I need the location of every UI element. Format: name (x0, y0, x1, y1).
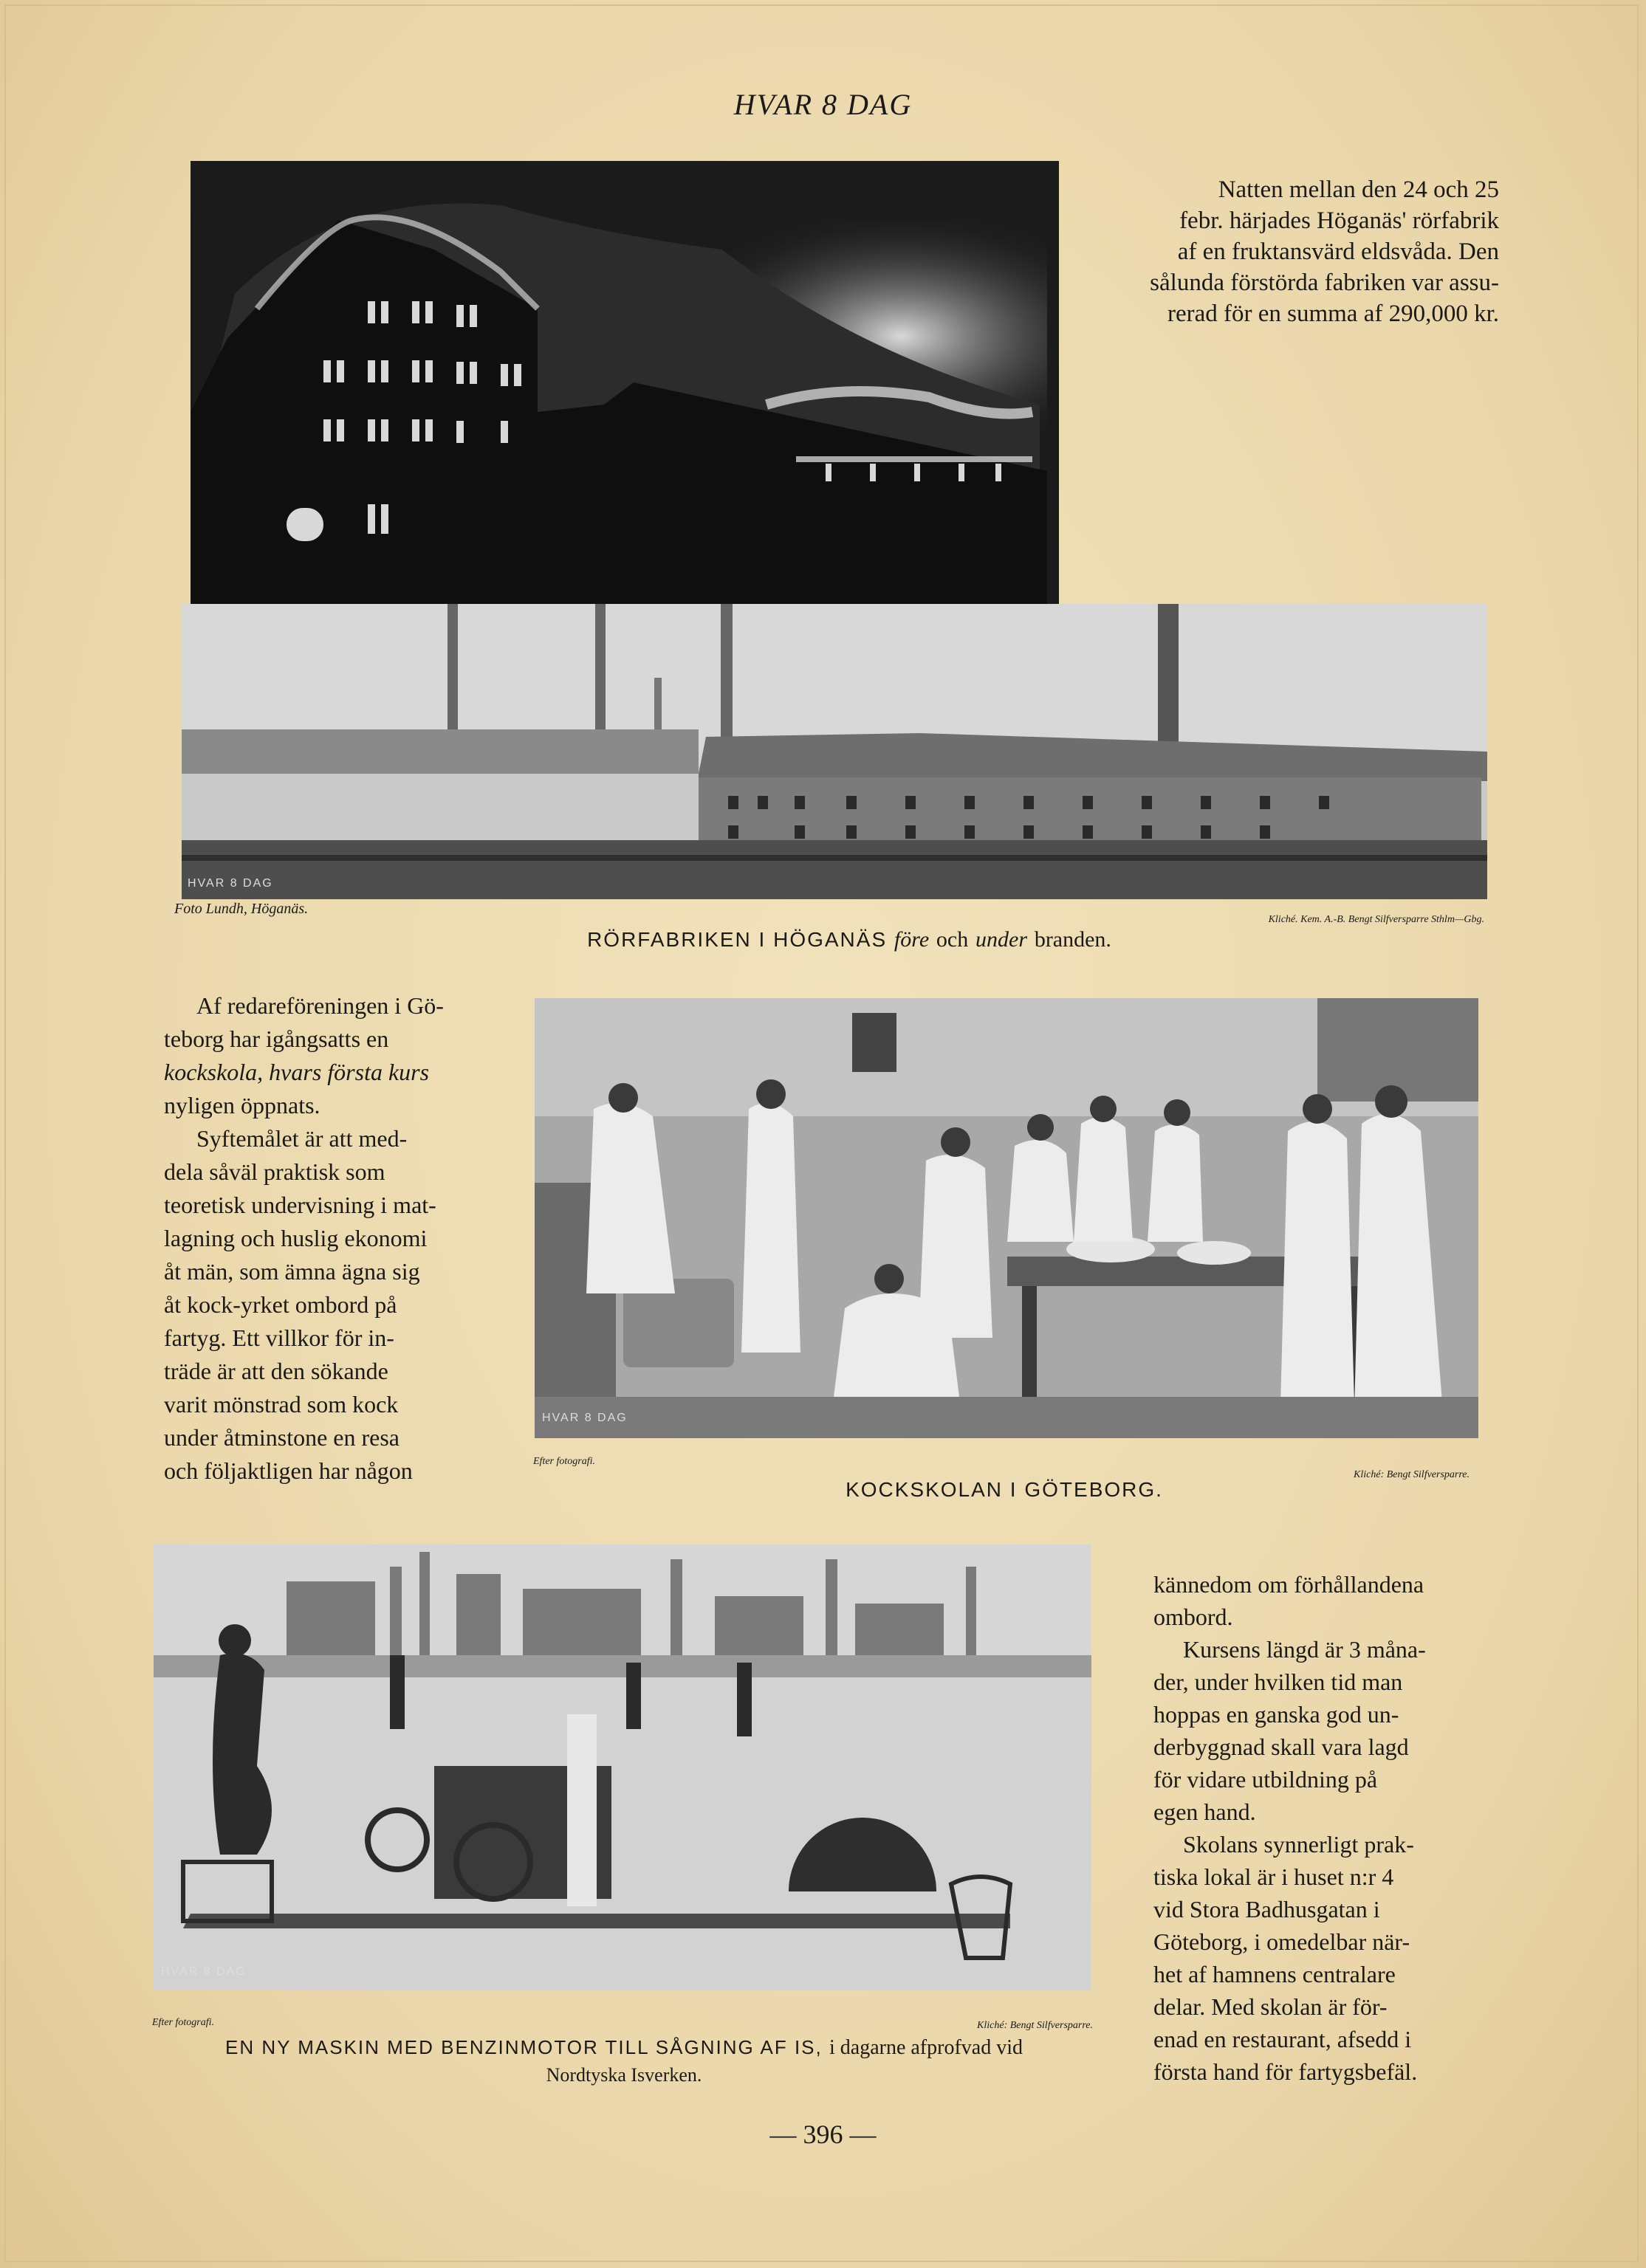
text-line: träde är att den sökande (164, 1358, 388, 1384)
photo-watermark: HVAR 8 DAG (542, 1412, 628, 1424)
cliche-credit-hoganas: Kliché. Kem. A.-B. Bengt Silfversparre Sthlm—Gbg. (1268, 914, 1484, 925)
caption-hoganas-prefix: RÖRFABRIKEN I HÖGANÄS (587, 928, 888, 951)
text-line: delar. Med skolan är för- (1153, 1993, 1388, 2020)
text-line: åt män, som ämna ägna sig (164, 1258, 420, 1285)
text-line: för vidare utbildning på (1153, 1766, 1378, 1793)
caption-isverken-line2: Nordtyska Isverken. (546, 2064, 702, 2086)
text-line: tiska lokal är i huset n:r 4 (1153, 1863, 1394, 1890)
caption-kockskola: KOCKSKOLAN I GÖTEBORG. (846, 1478, 1163, 1501)
kockskola-text-left (164, 989, 486, 1488)
text-line: enad en restaurant, afsedd i (1153, 2026, 1412, 2052)
text-line: ombord. (1153, 1604, 1233, 1630)
hoganas-text (1100, 174, 1499, 329)
text-line: het af hamnens centralare (1153, 1961, 1396, 1987)
page-number: — 396 — (769, 2120, 877, 2149)
text-line: Syftemålet är att med- (196, 1125, 408, 1152)
photo-hoganas-before (182, 604, 1487, 899)
text-line: kännedom om förhållandena (1153, 1571, 1424, 1598)
hoganas-text-line: Natten mellan den 24 och 25 (1218, 176, 1499, 203)
text-line: vid Stora Badhusgatan i (1153, 1896, 1380, 1922)
photo-credit-hoganas: Foto Lundh, Höganäs. (174, 901, 309, 917)
hoganas-text-line: sålunda förstörda fabriken var assu- (1150, 269, 1499, 296)
text-line: under åtminstone en resa (164, 1424, 400, 1451)
cliche-credit-isverken: Kliché: Bengt Silfversparre. (977, 2020, 1093, 2031)
text-line: lagning och huslig ekonomi (164, 1225, 428, 1251)
running-head: HVAR 8 DAG (733, 88, 913, 121)
text-line: derbyggnad skall vara lagd (1153, 1733, 1409, 1760)
text-line: dela såväl praktisk som (164, 1158, 385, 1185)
hoganas-text-line: af en fruktansvärd eldsvåda. Den (1177, 238, 1499, 265)
photo-watermark: HVAR 8 DAG (188, 877, 273, 890)
text-line: der, under hvilken tid man (1153, 1669, 1403, 1695)
text-line: hoppas en ganska god un- (1153, 1701, 1399, 1728)
text-line: Göteborg, i omedelbar när- (1153, 1928, 1410, 1955)
text-line: Skolans synnerligt prak- (1183, 1831, 1414, 1858)
text-line: och följaktligen har någon (164, 1457, 413, 1484)
caption-isverken-caps: EN NY MASKIN MED BENZINMOTOR TILL SÅGNING AF IS, (225, 2036, 823, 2058)
photo-hoganas-fire (191, 161, 1059, 604)
photo-credit-kockskola: Efter fotografi. (533, 1456, 595, 1467)
text-line: egen hand. (1153, 1798, 1256, 1825)
text-line: fartyg. Ett villkor för in- (164, 1324, 394, 1351)
caption-isverken-rest: i dagarne afprofvad vid (829, 2036, 1023, 2059)
caption-hoganas-suffix: branden. (1034, 927, 1111, 952)
text-line: teborg har igångsatts en (164, 1025, 389, 1052)
caption-hoganas-and: och (936, 927, 969, 952)
photo-isverken (154, 1544, 1091, 1990)
cliche-credit-kockskola: Kliché: Bengt Silfversparre. (1354, 1469, 1470, 1480)
text-line: nyligen öppnats. (164, 1092, 320, 1118)
text-line: varit mönstrad som kock (164, 1391, 399, 1418)
text-line: teoretisk undervisning i mat- (164, 1192, 436, 1218)
photo-watermark: HVAR 8 DAG (161, 1965, 247, 1978)
photo-kockskola (535, 998, 1478, 1438)
caption-isverken (148, 2036, 1100, 2060)
caption-hoganas (443, 927, 1255, 952)
text-line: första hand för fartygsbefäl. (1153, 2058, 1418, 2085)
caption-hoganas-during: under (975, 927, 1028, 952)
kockskola-text-right (1153, 1568, 1471, 2088)
text-line: kockskola, hvars första kurs (164, 1059, 430, 1085)
text-line: Af redareföreningen i Gö- (196, 992, 444, 1019)
photo-credit-isverken: Efter fotografi. (152, 2017, 214, 2028)
hoganas-text-line: rerad för en summa af 290,000 kr. (1167, 300, 1499, 327)
text-line: Kursens längd är 3 måna- (1183, 1636, 1426, 1663)
caption-hoganas-before: före (894, 927, 930, 952)
text-line: åt kock-yrket ombord på (164, 1291, 397, 1318)
hoganas-text-line: febr. härjades Höganäs' rörfabrik (1179, 207, 1499, 234)
